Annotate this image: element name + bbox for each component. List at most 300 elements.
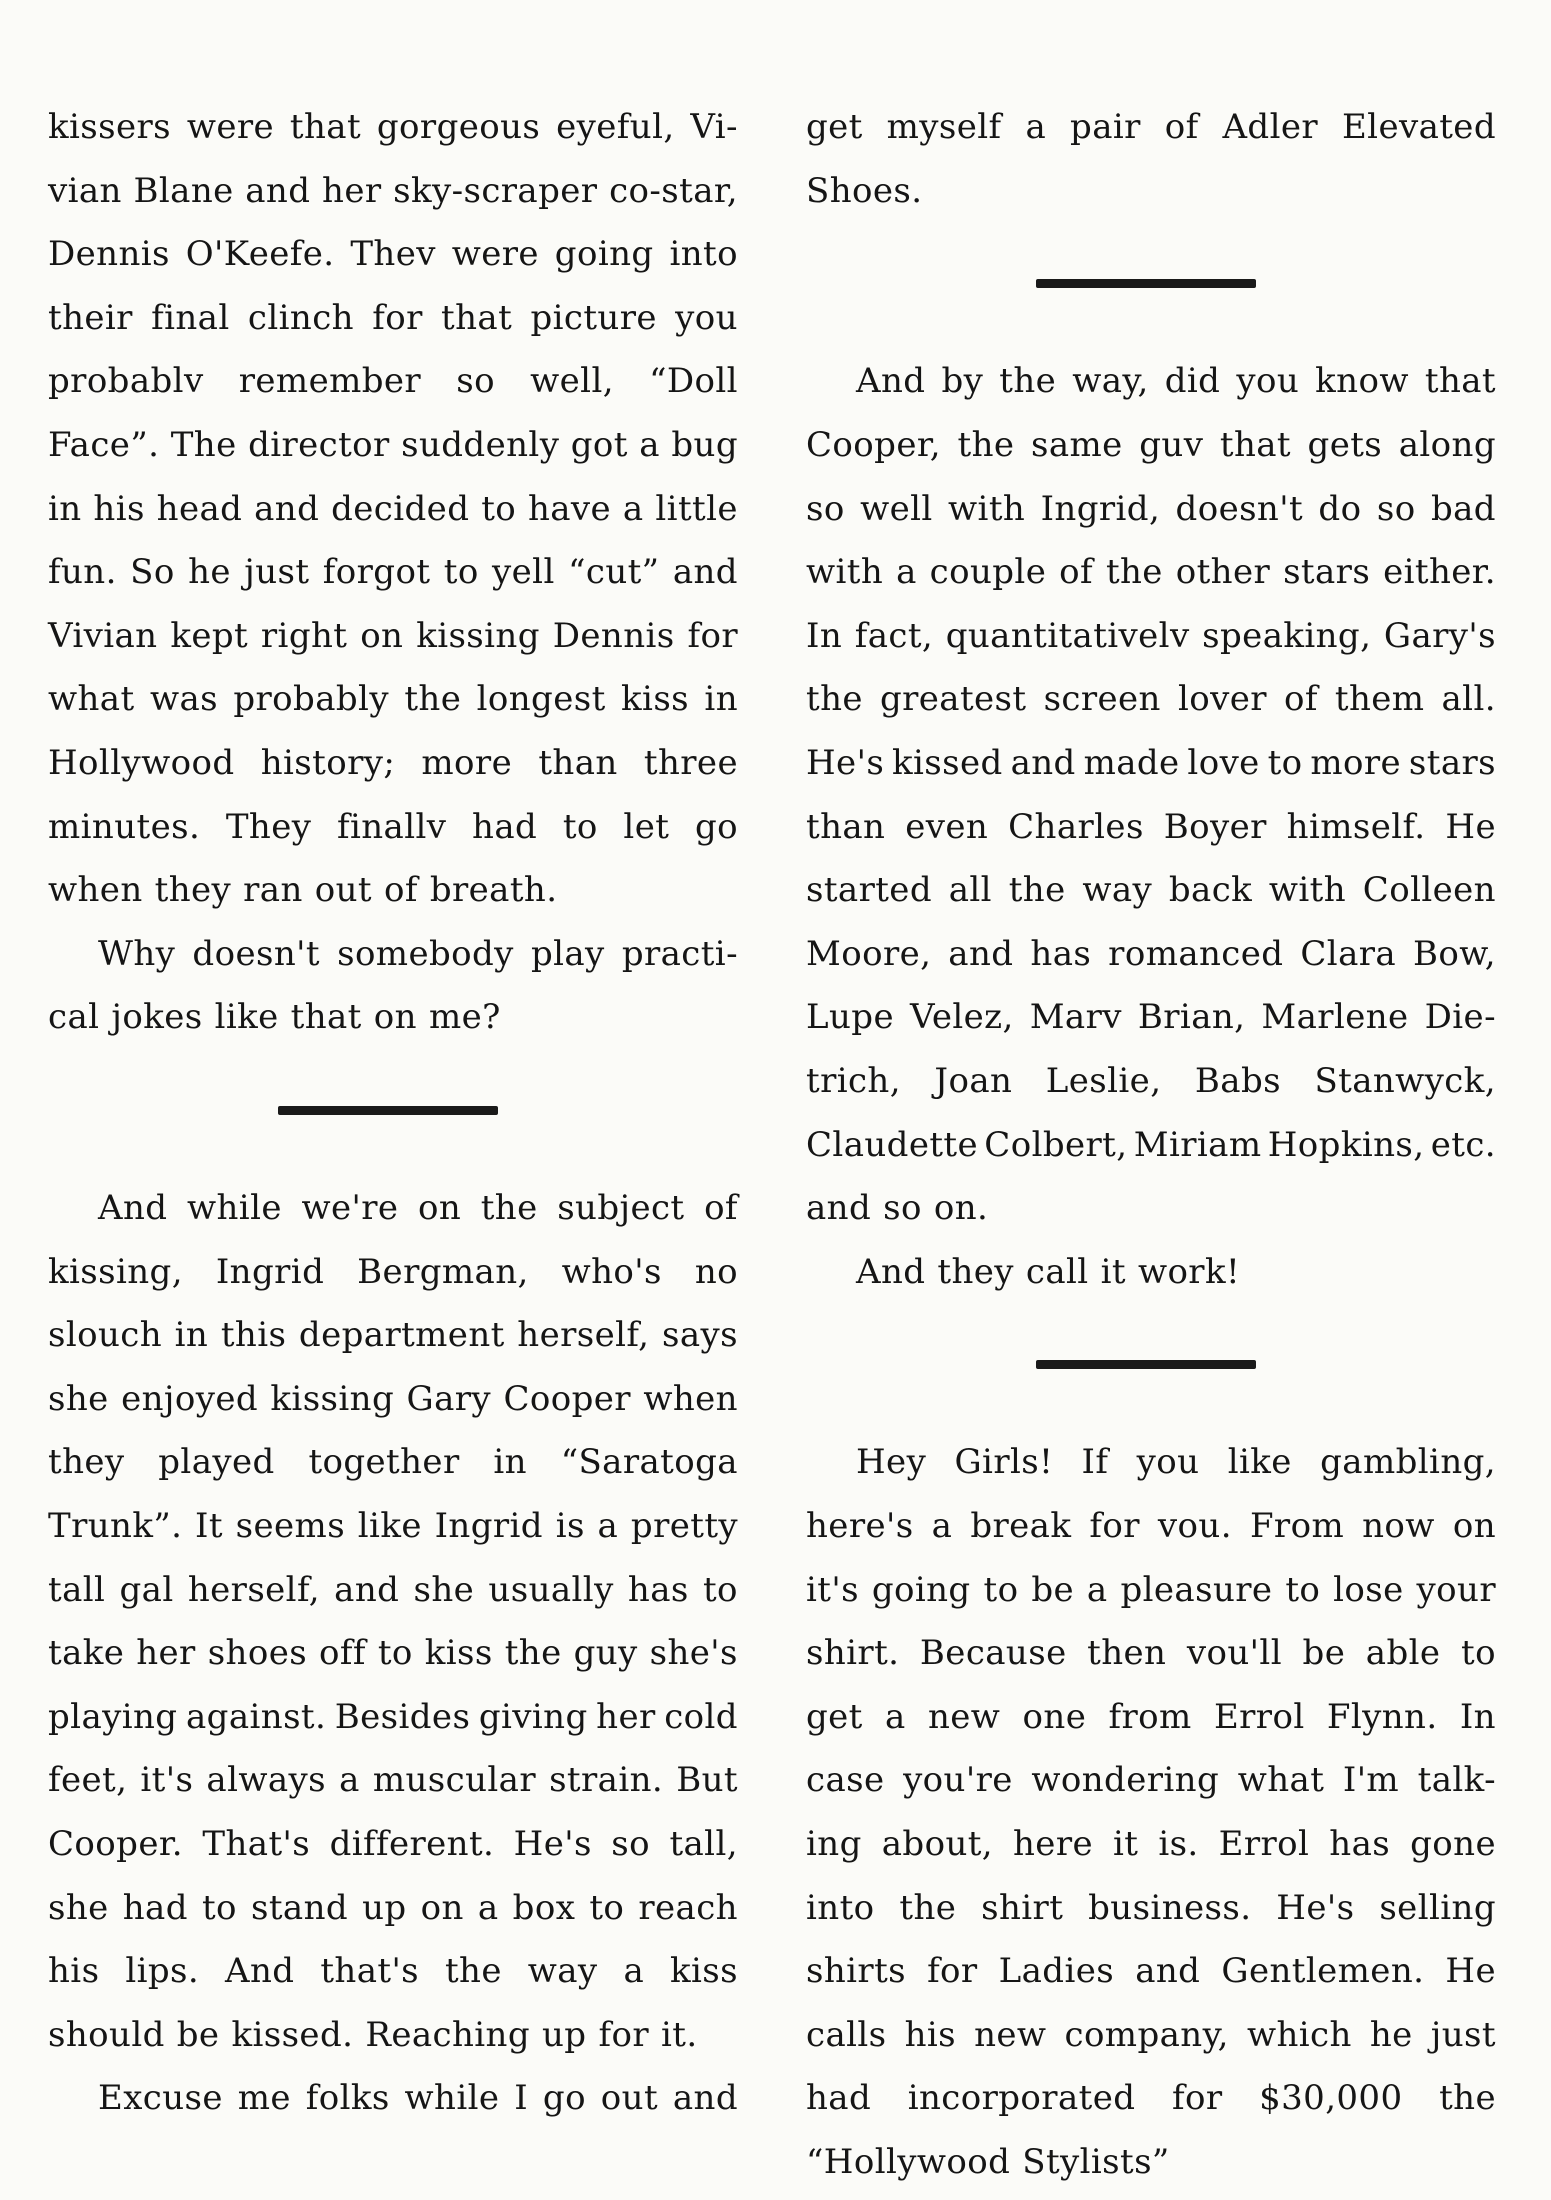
word: kiss (424, 1633, 493, 1674)
word: lose (1333, 1569, 1404, 1610)
word: for (1089, 1506, 1140, 1547)
word: Leslie, (1045, 1060, 1162, 1101)
text-line (806, 1559, 1496, 1623)
word: Claudette (806, 1124, 978, 1165)
word: director (248, 424, 390, 465)
word: I (514, 2078, 529, 2119)
word: on (417, 1188, 462, 1229)
word: usually (488, 1569, 614, 1610)
text-line (806, 1749, 1496, 1813)
word: vian (48, 170, 122, 211)
word: which (1246, 2014, 1352, 2055)
word: O'Keefe. (185, 234, 335, 275)
word: when (48, 870, 143, 911)
word: subject (557, 1188, 685, 1229)
text-line (806, 414, 1496, 478)
text-line (48, 1177, 738, 1241)
word: gorgeous (376, 107, 541, 147)
word: to (589, 1887, 625, 1928)
text-line (48, 1431, 738, 1495)
word: kissing (270, 1378, 395, 1419)
word: had (472, 806, 538, 847)
word: going (554, 234, 654, 275)
word: know (1315, 361, 1409, 402)
word: But (676, 1760, 738, 1801)
word: I'm (1342, 1760, 1400, 1801)
word: together (308, 1442, 460, 1483)
word: sky-scraper (393, 170, 598, 211)
word: them (1334, 679, 1425, 720)
text-line (48, 1940, 738, 2004)
word: take (48, 1633, 125, 1674)
word: little (655, 488, 738, 529)
word: finallv (336, 806, 447, 847)
word: Elevated (1341, 107, 1496, 147)
word: stars (1408, 742, 1496, 783)
word: a (885, 1696, 906, 1737)
word: against. (186, 1696, 327, 1737)
word: his (48, 1951, 100, 1992)
word: let (623, 806, 670, 847)
word: like (357, 1506, 422, 1547)
word: to (702, 1569, 738, 1610)
word: Charles (1008, 806, 1144, 847)
text-line (48, 1241, 738, 1305)
word: Lupe (806, 997, 894, 1038)
word: tall (48, 1569, 106, 1610)
word: he (1369, 2014, 1413, 2055)
word: ing (806, 1824, 862, 1865)
text-line (48, 160, 738, 224)
text-line (48, 1877, 738, 1941)
word: in (174, 1315, 209, 1356)
word: myself (886, 107, 1002, 147)
text-line (806, 1686, 1496, 1750)
word: they (937, 1251, 1014, 1292)
word: with (806, 552, 884, 593)
word: And (225, 1951, 295, 1992)
word: Dennis (48, 234, 170, 275)
word: Brian, (1137, 997, 1246, 1038)
word: then (1087, 1633, 1167, 1674)
word: on (373, 997, 417, 1038)
word: Because (919, 1633, 1067, 1674)
word: $30,000 (1259, 2078, 1403, 2119)
word: more (421, 742, 513, 783)
word: a (1025, 107, 1047, 147)
word: Bergman, (357, 1251, 529, 1292)
word: and (672, 2078, 738, 2119)
section-divider-rule (1036, 279, 1256, 288)
text-line (48, 1304, 738, 1368)
word: a (339, 1760, 360, 1801)
text-line (48, 287, 738, 351)
word: suddenly (401, 424, 560, 465)
word: vou. (1157, 1506, 1232, 1547)
word: get (806, 107, 863, 147)
word: practi- (621, 933, 738, 974)
word: way (1082, 870, 1153, 911)
word: back (1168, 870, 1253, 911)
word: her (322, 170, 382, 211)
word: playing (48, 1696, 178, 1737)
word: screen (1043, 679, 1161, 720)
text-line (48, 414, 738, 478)
word: calls (806, 2014, 887, 2055)
word: what (48, 679, 135, 720)
word: kissed (892, 742, 1003, 783)
word: Gary (406, 1378, 492, 1419)
text-line (48, 923, 738, 987)
word: the (999, 361, 1057, 402)
word: gets (1307, 424, 1383, 465)
text-line (48, 96, 738, 160)
text-line (806, 796, 1496, 860)
word: be (1302, 1633, 1346, 1674)
word: is. (1158, 1824, 1199, 1865)
word: the (899, 1887, 957, 1928)
word: Why (98, 933, 176, 974)
word: going (871, 1569, 971, 1610)
word: Colleen (1362, 870, 1496, 911)
word: to (562, 806, 598, 847)
word: what (1237, 1760, 1325, 1801)
word: Moore, (806, 933, 932, 974)
word: incorporated (907, 2078, 1136, 2119)
word: new (927, 1696, 1001, 1737)
word: in (493, 1442, 527, 1483)
word: like (1227, 1442, 1292, 1483)
text-line (806, 1813, 1496, 1877)
word: He's (806, 742, 885, 783)
word: while (187, 1188, 282, 1229)
word: here's (806, 1506, 914, 1547)
word: were (186, 107, 275, 147)
word: Trunk”. (48, 1506, 183, 1547)
word: couple (929, 552, 1047, 593)
word: So (130, 552, 175, 593)
word: so (456, 361, 495, 402)
word: speaking, (1202, 615, 1372, 656)
text-line (806, 2131, 1496, 2195)
word: picture (530, 297, 657, 338)
word: to (481, 488, 517, 529)
word: decided (331, 488, 470, 529)
word: she's (649, 1633, 738, 1674)
text-line (806, 986, 1496, 1050)
text-line (48, 478, 738, 542)
word: kissed. (231, 2014, 354, 2055)
text-line (806, 1940, 1496, 2004)
text-line (48, 796, 738, 860)
text-line (806, 160, 1496, 224)
word: on. (933, 1188, 989, 1229)
word: played (158, 1442, 275, 1483)
word: just (1430, 2014, 1496, 2055)
word: remember (238, 361, 422, 402)
word: and (254, 488, 320, 529)
text-line (48, 859, 738, 923)
word: you (675, 297, 738, 338)
word: longest (476, 679, 606, 720)
word: probably (233, 679, 389, 720)
word: Hopkins, (1267, 1124, 1425, 1165)
word: The (170, 424, 237, 465)
word: pair (1070, 107, 1141, 147)
word: that (1424, 361, 1496, 402)
word: co-star, (609, 170, 738, 211)
word: one (1022, 1696, 1087, 1737)
word: Vi- (690, 107, 738, 147)
word: seems (235, 1506, 346, 1547)
word: the (1105, 552, 1163, 593)
word: That's (202, 1824, 311, 1865)
word: of (704, 1188, 738, 1229)
word: Gary's (1383, 615, 1496, 656)
word: more (1310, 742, 1402, 783)
word: kissers (48, 107, 171, 147)
word: into (669, 234, 738, 275)
word: of (1164, 107, 1199, 147)
word: go (694, 806, 738, 847)
word: she (48, 1378, 109, 1419)
word: the (444, 1951, 502, 1992)
word: to (201, 1887, 237, 1928)
word: it. (660, 2014, 698, 2055)
word: and (672, 552, 738, 593)
word: gambling, (1320, 1442, 1496, 1483)
word: of (1059, 552, 1094, 593)
word: had (122, 1887, 188, 1928)
word: ran (243, 870, 303, 911)
word: says (662, 1315, 738, 1356)
word: He (1445, 806, 1496, 847)
word: had (806, 2078, 872, 2119)
word: he (188, 552, 231, 593)
word: were (451, 234, 539, 275)
word: Face”. (48, 424, 160, 465)
word: it's (806, 1569, 859, 1610)
word: shirt. (806, 1633, 900, 1674)
word: than (538, 742, 618, 783)
word: out (314, 870, 372, 911)
word: the (1008, 870, 1066, 911)
text-line (806, 732, 1496, 796)
word: is (555, 1506, 585, 1547)
word: Errol (1218, 1824, 1310, 1865)
section-divider-row (806, 1304, 1496, 1431)
word: up (542, 2014, 587, 2055)
word: giving (478, 1696, 588, 1737)
text-line (806, 350, 1496, 414)
word: a (622, 488, 644, 529)
word: romanced (1108, 933, 1284, 974)
word: stand (250, 1887, 349, 1928)
section-divider-row (806, 223, 1496, 350)
word: her (596, 1696, 656, 1737)
word: way (527, 1951, 598, 1992)
word: trich, (806, 1060, 901, 1101)
text-line (806, 1177, 1496, 1241)
word: talk- (1417, 1760, 1496, 1801)
word: well (860, 488, 933, 529)
word: head (156, 488, 243, 529)
word: somebody (337, 933, 514, 974)
word: call (1025, 1251, 1089, 1292)
word: case (806, 1760, 885, 1801)
word: of (1283, 679, 1318, 720)
text-line (806, 923, 1496, 987)
word: Girls! (954, 1442, 1054, 1483)
word: Ingrid (215, 1251, 325, 1292)
word: “cut” (568, 552, 660, 593)
word: Ladies (998, 1951, 1115, 1992)
word: “Doll (649, 361, 738, 402)
word: and (245, 170, 311, 211)
word: the (404, 679, 462, 720)
word: cal (48, 997, 100, 1038)
word: the (480, 1188, 538, 1229)
word: a (1086, 1569, 1108, 1610)
word: did (1164, 361, 1221, 402)
word: me (237, 2078, 291, 2119)
word: have (527, 488, 612, 529)
word: kissing (416, 615, 540, 656)
word: that (1219, 424, 1291, 465)
word: wondering (1031, 1760, 1220, 1801)
word: Cooper. (48, 1824, 183, 1865)
word: Marlene (1261, 997, 1409, 1038)
word: the (504, 1633, 562, 1674)
word: From (1249, 1506, 1345, 1547)
word: doesn't (1175, 488, 1304, 529)
word: quantitativelv (945, 615, 1190, 656)
word: when (643, 1378, 738, 1419)
word: Hollywood (48, 742, 235, 783)
word: your (1416, 1569, 1496, 1610)
word: while (404, 2078, 500, 2119)
word: on (420, 1887, 464, 1928)
word: of (383, 870, 418, 911)
word: all. (1441, 679, 1496, 720)
word: Errol (1213, 1696, 1305, 1737)
section-divider-rule (1036, 1360, 1256, 1369)
word: guv (1139, 424, 1204, 465)
text-line (806, 668, 1496, 732)
text-line (48, 2067, 738, 2131)
word: here (1013, 1824, 1093, 1865)
word: Marv (1029, 997, 1122, 1038)
word: slouch (48, 1315, 163, 1356)
word: minutes. (48, 806, 201, 847)
word: you're (903, 1760, 1013, 1801)
word: tall, (669, 1824, 738, 1865)
word: forgot (322, 552, 431, 593)
text-line (806, 1877, 1496, 1941)
text-line (806, 1622, 1496, 1686)
word: than (806, 806, 886, 847)
word: to (1267, 742, 1303, 783)
word: Hey (856, 1442, 927, 1483)
word: herself, (187, 1569, 320, 1610)
word: that's (320, 1951, 420, 1992)
word: for (687, 615, 738, 656)
text-line (48, 732, 738, 796)
text-line (806, 96, 1496, 160)
word: like (214, 997, 279, 1038)
word: in (704, 679, 738, 720)
word: department (298, 1315, 505, 1356)
word: play (530, 933, 605, 974)
word: just (244, 552, 310, 593)
word: love (1187, 742, 1260, 783)
word: a (896, 552, 917, 593)
left-text-column (48, 96, 738, 2131)
word: reach (638, 1887, 738, 1928)
word: Cooper, (806, 424, 941, 465)
word: final (151, 297, 230, 338)
word: bad (1430, 488, 1496, 529)
word: box (512, 1887, 576, 1928)
word: eyeful, (556, 107, 675, 147)
word: doesn't (192, 933, 320, 974)
word: business. (1088, 1887, 1252, 1928)
word: well, (530, 361, 614, 402)
word: this (220, 1315, 287, 1356)
word: Ingrid (434, 1506, 543, 1547)
word: break (970, 1506, 1072, 1547)
word: fun. (48, 552, 117, 593)
word: It (195, 1506, 223, 1547)
word: should (48, 2014, 165, 2055)
text-line (48, 986, 738, 1050)
word: vou'll (1186, 1633, 1282, 1674)
text-line (806, 1495, 1496, 1559)
word: that (441, 297, 513, 338)
word: Excuse (98, 2078, 223, 2119)
text-line (806, 1241, 1496, 1305)
word: Cooper (503, 1378, 631, 1419)
word: on (1452, 1506, 1496, 1547)
word: Boyer (1163, 806, 1267, 847)
word: folks (305, 2078, 390, 2119)
text-line (48, 1559, 738, 1623)
word: muscular (372, 1760, 536, 1801)
word: In (1459, 1696, 1496, 1737)
word: Joan (934, 1060, 1013, 1101)
word: made (1083, 742, 1180, 783)
word: Die- (1424, 997, 1496, 1038)
word: was (149, 679, 218, 720)
word: to (1461, 1633, 1496, 1674)
text-line (806, 2067, 1496, 2131)
word: Vivian (48, 615, 158, 656)
section-divider-rule (278, 1106, 498, 1115)
word: on (360, 615, 404, 656)
word: either. (1383, 552, 1496, 593)
word: kissing, (48, 1251, 183, 1292)
word: and (948, 933, 1014, 974)
word: himself. (1286, 806, 1426, 847)
word: up (362, 1887, 407, 1928)
word: Dennis (552, 615, 675, 656)
word: He's (1276, 1887, 1355, 1928)
word: fact, (854, 615, 934, 656)
word: selling (1379, 1887, 1496, 1928)
word: guy (573, 1633, 638, 1674)
word: different. (329, 1824, 495, 1865)
word: shirts (806, 1951, 906, 1992)
